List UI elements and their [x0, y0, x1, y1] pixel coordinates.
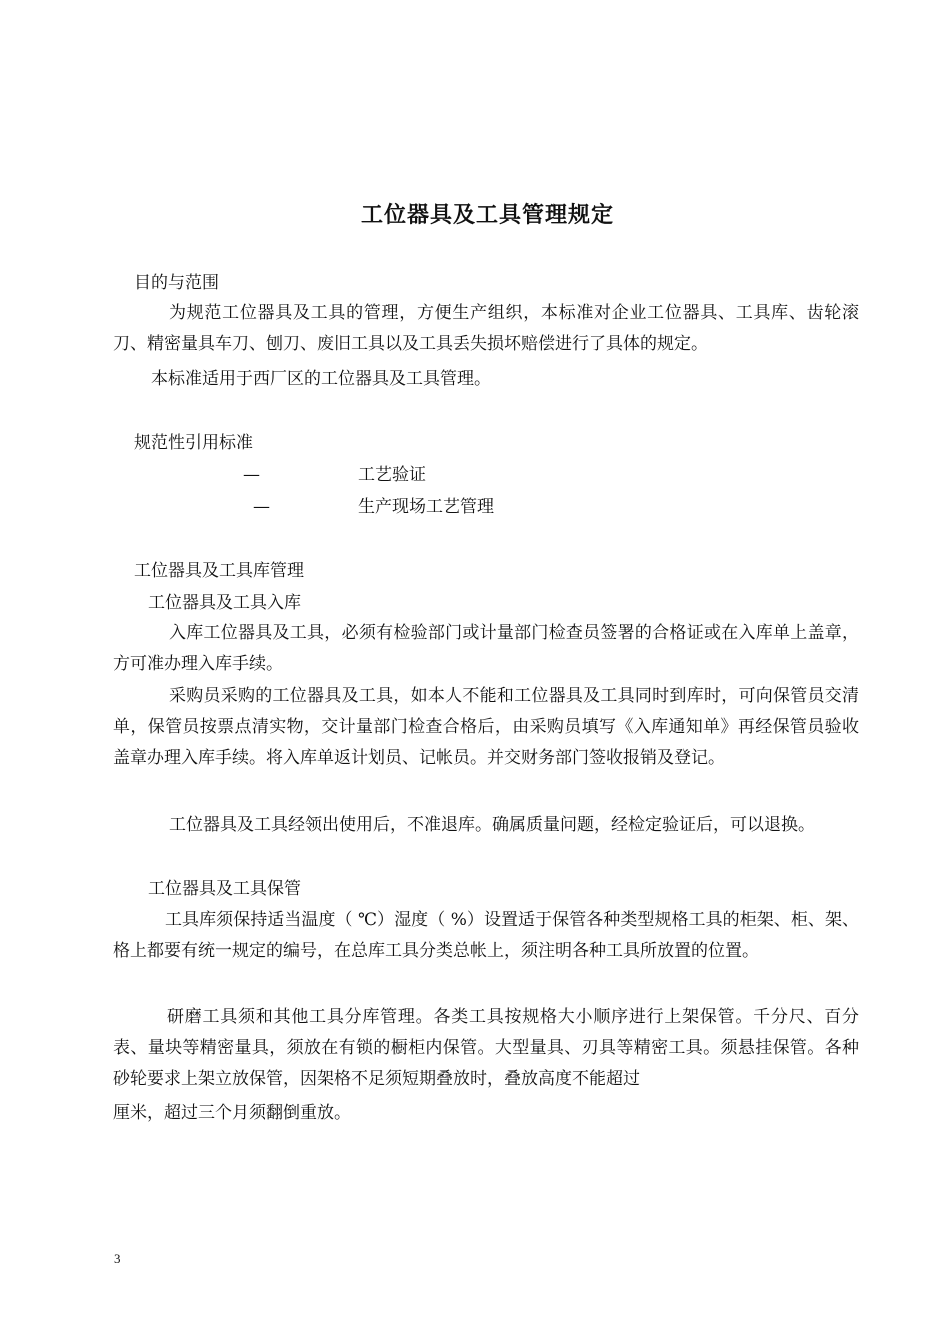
reference-name: 生产现场工艺管理: [358, 497, 494, 517]
section-heading-tool-store: 工位器具及工具库管理: [134, 561, 304, 581]
reference-name: 工艺验证: [358, 465, 426, 485]
page-number: 3: [114, 1251, 121, 1266]
section-heading-references: 规范性引用标准: [134, 433, 253, 453]
subsection-heading-storage: 工位器具及工具保管: [148, 879, 301, 899]
paragraph-storage-conditions: 工具库须保持适当温度（ ℃）湿度（ %）设置适于保管各种类型规格工具的柜架、柜、架、格上都要有统一规定的编号，在总库工具分类总帐上，须注明各种工具所放置的位置。: [113, 910, 859, 961]
subsection-heading-intake: 工位器具及工具入库: [148, 593, 301, 613]
reference-dash: —: [243, 465, 260, 485]
paragraph-storage-rules-end: 厘米，超过三个月须翻倒重放。: [113, 1103, 351, 1123]
reference-dash: —: [253, 497, 270, 517]
paragraph-no-return: 工位器具及工具经领出使用后，不准退库。确属质量问题，经检定验证后，可以退换。: [169, 815, 815, 835]
document-title: 工位器具及工具管理规定: [360, 203, 614, 228]
section-heading-purpose: 目的与范围: [134, 273, 219, 293]
paragraph-storage-rules: 研磨工具须和其他工具分库管理。各类工具按规格大小顺序进行上架保管。千分尺、百分表、量块等精密量具，须放在有锁的橱柜内保管。大型量具、刃具等精密工具。须悬挂保管。各种砂轮要求上架立放保管，因架格不足须短期叠放时，叠放高度不能超过: [113, 1007, 859, 1089]
paragraph-intake-purchase: 采购员采购的工位器具及工具，如本人不能和工位器具及工具同时到库时，可向保管员交清单，保管员按票点清实物，交计量部门检查合格后，由采购员填写《入库通知单》再经保管员验收盖章办理入库手续。将入库单返计划员、记帐员。并交财务部门签收报销及登记。: [113, 686, 859, 768]
paragraph-intake-inspection: 入库工位器具及工具，必须有检验部门或计量部门检查员签署的合格证或在入库单上盖章，方可准办理入库手续。: [113, 623, 859, 674]
paragraph-purpose-scope: 为规范工位器具及工具的管理，方便生产组织，本标准对企业工位器具、工具库、齿轮滚刀、精密量具车刀、刨刀、废旧工具以及工具丢失损坏赔偿进行了具体的规定。: [113, 303, 859, 354]
paragraph-applicability: 本标准适用于西厂区的工位器具及工具管理。: [151, 369, 491, 389]
